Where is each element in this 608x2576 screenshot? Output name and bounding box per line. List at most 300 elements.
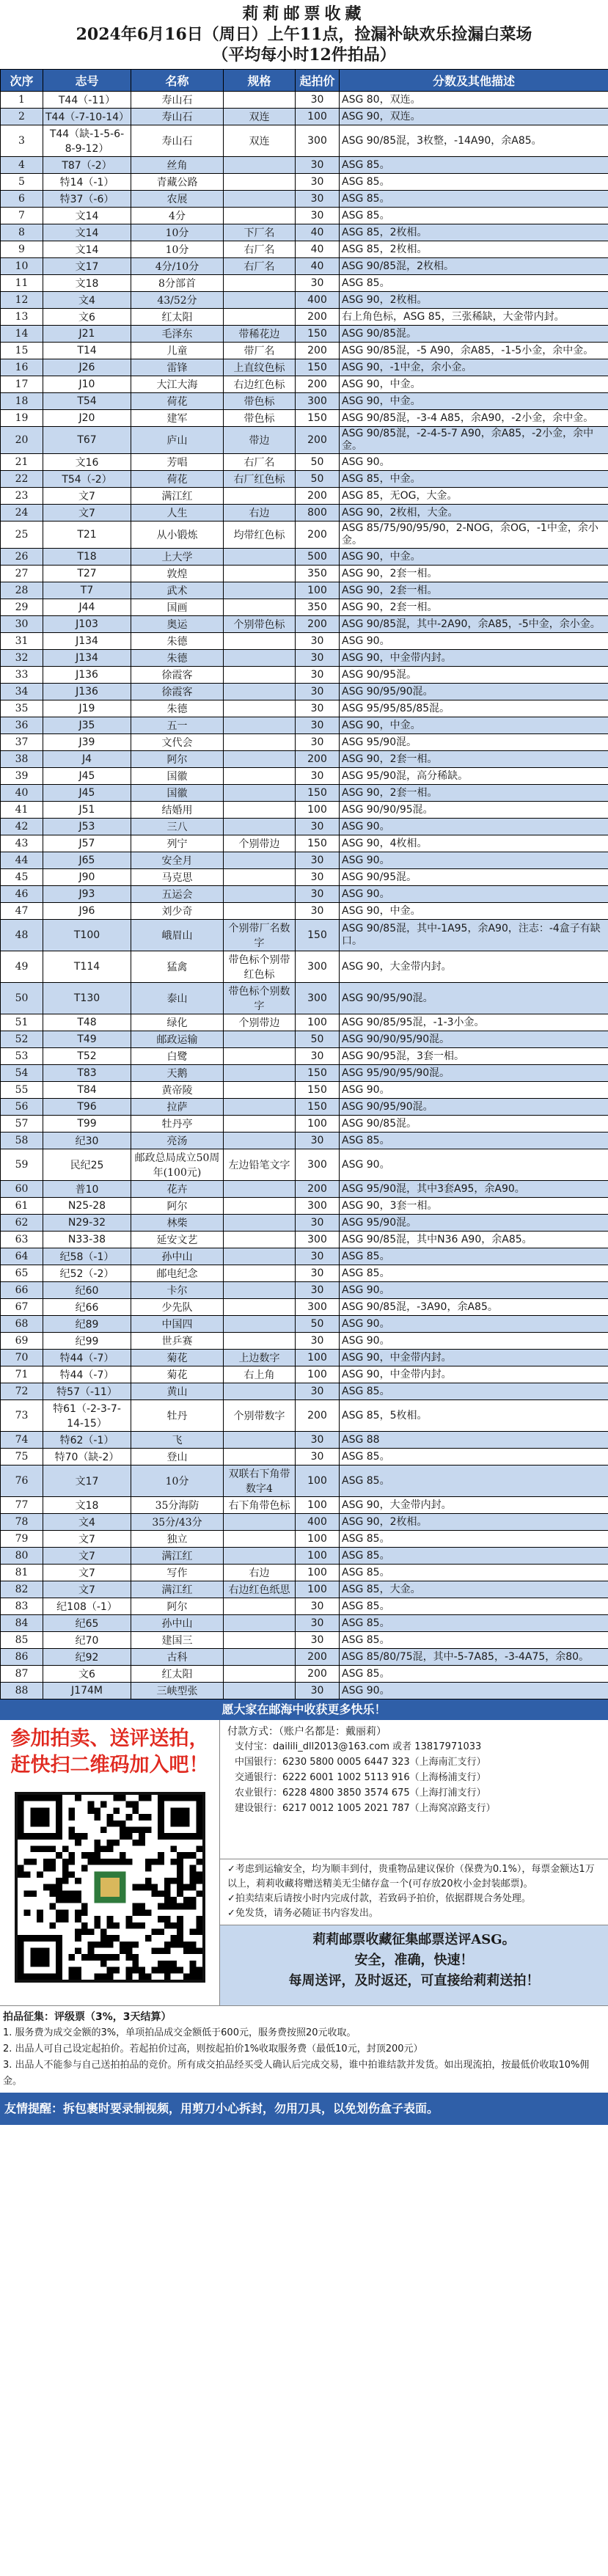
cell-price: 100	[296, 1581, 340, 1598]
cell-code: 特62（-1）	[43, 1432, 131, 1449]
cell-desc: ASG 90，中金。	[340, 549, 608, 566]
cell-code: J65	[43, 852, 131, 869]
cell-price: 30	[296, 903, 340, 920]
cell-price: 30	[296, 157, 340, 174]
cell-desc: ASG 90，中金带内封。	[340, 1350, 608, 1366]
cell-code: 特44（-7）	[43, 1366, 131, 1383]
cell-name: 邮政运输	[131, 1031, 224, 1048]
cell-desc: ASG 90，中金带内封。	[340, 1366, 608, 1383]
cell-price: 30	[296, 1215, 340, 1232]
cell-price: 30	[296, 717, 340, 734]
cell-desc: ASG 85/80/75混，其中-5-7A85，-3-4A75，余80。	[340, 1649, 608, 1666]
cell-name: 武术	[131, 582, 224, 599]
cell-no: 57	[1, 1116, 43, 1133]
cell-desc: ASG 90。	[340, 852, 608, 869]
cell-desc: ASG 85，无OG，大金。	[340, 488, 608, 505]
cell-no: 46	[1, 886, 43, 903]
cell-code: J21	[43, 326, 131, 343]
cell-spec	[224, 566, 296, 582]
cell-spec	[224, 488, 296, 505]
cell-no: 55	[1, 1082, 43, 1099]
cell-spec	[224, 1449, 296, 1466]
cell-desc: ASG 90/95混，3套一相。	[340, 1048, 608, 1065]
table-row	[1, 684, 608, 700]
cell-price: 40	[296, 241, 340, 258]
cell-no: 10	[1, 258, 43, 275]
table-row	[1, 768, 608, 785]
cell-desc: ASG 90/85混，-3-4 A85，余A90，-2小金，余中金。	[340, 410, 608, 427]
col-header-desc: 分数及其他描述	[340, 70, 608, 92]
cell-code: J57	[43, 835, 131, 852]
cell-price: 30	[296, 819, 340, 835]
cell-no: 33	[1, 667, 43, 684]
cell-no: 39	[1, 768, 43, 785]
cell-no: 87	[1, 1666, 43, 1683]
cell-price: 500	[296, 549, 340, 566]
cell-spec	[224, 1383, 296, 1400]
cell-code: J20	[43, 410, 131, 427]
cell-code: 文17	[43, 258, 131, 275]
cell-name: 雷锋	[131, 359, 224, 376]
cell-no: 44	[1, 852, 43, 869]
cell-name: 徐霞客	[131, 684, 224, 700]
table-row	[1, 92, 608, 109]
table-row	[1, 1350, 608, 1366]
cell-spec	[224, 1649, 296, 1666]
cell-price: 200	[296, 376, 340, 393]
table-row	[1, 505, 608, 522]
cell-code: J90	[43, 869, 131, 886]
cell-name: 菊花	[131, 1366, 224, 1383]
table-row	[1, 275, 608, 292]
cell-spec	[224, 1615, 296, 1632]
cell-desc: ASG 90/85混，-3A90，余A85。	[340, 1299, 608, 1316]
cell-spec	[224, 869, 296, 886]
cell-price: 30	[296, 1282, 340, 1299]
cell-spec	[224, 1198, 296, 1215]
cell-code: T48	[43, 1014, 131, 1031]
cell-spec: 带稀花边	[224, 326, 296, 343]
cell-desc: ASG 90/95混。	[340, 869, 608, 886]
table-row	[1, 1299, 608, 1316]
cell-desc: ASG 90/95/90混。	[340, 684, 608, 700]
cell-spec: 右上角	[224, 1366, 296, 1383]
cell-name: 马克思	[131, 869, 224, 886]
cell-no: 27	[1, 566, 43, 582]
cell-code: N29-32	[43, 1215, 131, 1232]
cell-name: 丝角	[131, 157, 224, 174]
cell-code: J96	[43, 903, 131, 920]
cell-name: 结婚用	[131, 802, 224, 819]
table-row	[1, 903, 608, 920]
cell-no: 83	[1, 1598, 43, 1615]
cell-desc: ASG 90，中金。	[340, 393, 608, 410]
cell-no: 67	[1, 1299, 43, 1316]
cell-price: 30	[296, 886, 340, 903]
cell-price: 40	[296, 258, 340, 275]
cell-spec	[224, 1181, 296, 1198]
promo-line-2: 赶快扫二维码加入吧！	[10, 1754, 209, 1777]
cell-name: 登山	[131, 1449, 224, 1466]
cell-price: 30	[296, 1449, 340, 1466]
cell-price: 100	[296, 1014, 340, 1031]
table-row	[1, 1366, 608, 1383]
cell-code: 纪66	[43, 1299, 131, 1316]
cell-price: 30	[296, 1632, 340, 1649]
cell-price: 100	[296, 109, 340, 125]
cell-price: 300	[296, 393, 340, 410]
cell-price: 200	[296, 616, 340, 633]
cell-no: 21	[1, 454, 43, 471]
cell-price: 30	[296, 1048, 340, 1065]
cell-code: J174M	[43, 1683, 131, 1699]
cell-name: 朱德	[131, 633, 224, 650]
cell-code: T67	[43, 427, 131, 454]
cell-desc: ASG 90/85混。	[340, 1116, 608, 1133]
cell-code: 文4	[43, 1514, 131, 1531]
cell-no: 72	[1, 1383, 43, 1400]
cell-spec	[224, 1548, 296, 1565]
cell-no: 75	[1, 1449, 43, 1466]
cell-code: T44（-7-10-14）	[43, 109, 131, 125]
cell-name: 写作	[131, 1565, 224, 1581]
rules-title: 拍品征集：评级票（3%，3天结算）	[3, 2011, 172, 2023]
promo-line-1: 参加拍卖、送评送拍，	[10, 1727, 209, 1750]
cell-code: 纪30	[43, 1133, 131, 1149]
table-row	[1, 258, 608, 275]
cell-desc: ASG 90，中金带内封。	[340, 650, 608, 667]
cell-name: 徐霞客	[131, 667, 224, 684]
cell-price: 100	[296, 1466, 340, 1497]
cell-no: 20	[1, 427, 43, 454]
cell-desc: ASG 85/75/90/95/90，2-NOG，余OG，-1中金，余小金。	[340, 522, 608, 549]
cell-no: 37	[1, 734, 43, 751]
cell-code: J134	[43, 633, 131, 650]
cell-desc: ASG 85。	[340, 1666, 608, 1683]
cell-spec	[224, 650, 296, 667]
cell-desc: ASG 85。	[340, 1632, 608, 1649]
cell-code: 文14	[43, 241, 131, 258]
cell-spec: 双连	[224, 125, 296, 157]
cell-desc: ASG 85。	[340, 1133, 608, 1149]
cell-no: 9	[1, 241, 43, 258]
cell-no: 22	[1, 471, 43, 488]
cell-no: 1	[1, 92, 43, 109]
cell-code: J10	[43, 376, 131, 393]
cell-no: 3	[1, 125, 43, 157]
promo-section	[0, 1720, 608, 2006]
table-row	[1, 1383, 608, 1400]
cell-no: 68	[1, 1316, 43, 1333]
cell-price: 30	[296, 667, 340, 684]
cell-name: 世乒赛	[131, 1333, 224, 1350]
cell-desc: ASG 85。	[340, 208, 608, 224]
cell-desc: ASG 85。	[340, 174, 608, 191]
cell-code: T83	[43, 1065, 131, 1082]
table-row	[1, 1031, 608, 1048]
cell-code: 纪99	[43, 1333, 131, 1350]
cell-spec: 左边铅笔文字	[224, 1149, 296, 1181]
cell-code: T7	[43, 582, 131, 599]
table-row	[1, 1232, 608, 1248]
cell-no: 53	[1, 1048, 43, 1065]
cell-spec	[224, 309, 296, 326]
cell-no: 61	[1, 1198, 43, 1215]
cell-price: 30	[296, 650, 340, 667]
cell-name: 10分	[131, 241, 224, 258]
cell-desc: ASG 85。	[340, 1466, 608, 1497]
cell-name: 寿山石	[131, 92, 224, 109]
cell-price: 300	[296, 1198, 340, 1215]
cell-name: 8分部首	[131, 275, 224, 292]
cell-name: 敦煌	[131, 566, 224, 582]
table-row	[1, 522, 608, 549]
lots-table	[0, 69, 608, 1699]
cell-code: 文17	[43, 1466, 131, 1497]
col-header-price: 起拍价	[296, 70, 340, 92]
cell-price: 300	[296, 1232, 340, 1248]
table-row	[1, 1082, 608, 1099]
cell-code: 纪52（-2）	[43, 1265, 131, 1282]
cell-no: 16	[1, 359, 43, 376]
cell-price: 30	[296, 1265, 340, 1282]
cell-price: 150	[296, 1099, 340, 1116]
table-row	[1, 1181, 608, 1198]
cell-desc: ASG 90/85混，-5 A90，余A85，-1-5小金，余中金。	[340, 343, 608, 359]
cell-name: 国画	[131, 599, 224, 616]
cell-name: 黄帝陵	[131, 1082, 224, 1099]
cell-desc: ASG 85。	[340, 1615, 608, 1632]
cell-code: 特57（-11）	[43, 1383, 131, 1400]
cell-code: 文7	[43, 1565, 131, 1581]
cell-price: 150	[296, 326, 340, 343]
table-row	[1, 1497, 608, 1514]
table-row	[1, 802, 608, 819]
table-row	[1, 1116, 608, 1133]
cell-no: 12	[1, 292, 43, 309]
cell-spec	[224, 1031, 296, 1048]
cell-name: 三峡型张	[131, 1683, 224, 1699]
cell-code: N33-38	[43, 1232, 131, 1248]
cell-code: 文7	[43, 1531, 131, 1548]
table-row	[1, 582, 608, 599]
cell-no: 78	[1, 1514, 43, 1531]
table-row	[1, 751, 608, 768]
cell-no: 13	[1, 309, 43, 326]
cell-spec: 右边红色纸思	[224, 1581, 296, 1598]
payment-info	[220, 1720, 608, 1859]
cell-spec: 带色标个别数字	[224, 983, 296, 1014]
cell-price: 150	[296, 920, 340, 951]
cell-price: 50	[296, 1031, 340, 1048]
cell-spec	[224, 1666, 296, 1683]
cell-spec	[224, 785, 296, 802]
table-row	[1, 599, 608, 616]
cell-no: 47	[1, 903, 43, 920]
cell-spec	[224, 275, 296, 292]
cell-desc: ASG 90，大金带内封。	[340, 1497, 608, 1514]
cell-spec: 右边	[224, 505, 296, 522]
cell-name: 奥运	[131, 616, 224, 633]
cell-name: 10分	[131, 1466, 224, 1497]
cell-no: 50	[1, 983, 43, 1014]
cell-spec	[224, 802, 296, 819]
table-row	[1, 734, 608, 751]
cell-name: 黄山	[131, 1383, 224, 1400]
cell-desc: ASG 90/85混。	[340, 326, 608, 343]
cell-name: 文代会	[131, 734, 224, 751]
cell-spec	[224, 208, 296, 224]
table-row	[1, 1282, 608, 1299]
cell-desc: ASG 95/95/85/85混。	[340, 700, 608, 717]
cell-no: 79	[1, 1531, 43, 1548]
table-row	[1, 125, 608, 157]
cell-desc: ASG 90，中金。	[340, 376, 608, 393]
table-row	[1, 309, 608, 326]
cell-spec	[224, 1116, 296, 1133]
table-row	[1, 1432, 608, 1449]
cell-desc: ASG 95/90混，其中3套A95，余A90。	[340, 1181, 608, 1198]
cell-no: 51	[1, 1014, 43, 1031]
cell-no: 64	[1, 1248, 43, 1265]
cell-name: 泰山	[131, 983, 224, 1014]
cell-name: 35分/43分	[131, 1514, 224, 1531]
cell-spec	[224, 684, 296, 700]
cell-price: 100	[296, 1366, 340, 1383]
cell-price: 30	[296, 869, 340, 886]
cell-price: 30	[296, 700, 340, 717]
note-line: ✓考虑到运输安全，均为顺丰到付，贵重物品建议保价（保费为0.1%），每票金额达1万以上，莉莉收藏将赠送精美无尘储存盒一个(可存放20枚小金封装邮票)。	[227, 1864, 595, 1889]
cell-name: 荷花	[131, 471, 224, 488]
table-row	[1, 785, 608, 802]
col-header-no: 次序	[1, 70, 43, 92]
page-header	[0, 0, 608, 69]
qr-code[interactable]	[15, 1792, 205, 1983]
cell-code: T99	[43, 1116, 131, 1133]
cell-code: 特61（-2-3-7-14-15）	[43, 1400, 131, 1432]
cell-desc: ASG 90。	[340, 454, 608, 471]
cell-name: 儿童	[131, 343, 224, 359]
cell-code: J45	[43, 785, 131, 802]
cell-spec	[224, 157, 296, 174]
shipping-notes	[220, 1859, 608, 1925]
cell-price: 30	[296, 1248, 340, 1265]
cell-desc: ASG 90，-1中金，余小金。	[340, 359, 608, 376]
cell-name: 青藏公路	[131, 174, 224, 191]
cell-code: N25-28	[43, 1198, 131, 1215]
rule-line: 2. 出品人可自己设定起拍价。若起拍价过高，则按起拍价1%收取服务费（最低10元，封顶200元）	[3, 2043, 423, 2054]
table-row	[1, 667, 608, 684]
cell-spec	[224, 292, 296, 309]
payment-line: 中国银行：6230 5800 0005 6447 323（上海南汇支行）	[235, 1757, 486, 1768]
payment-line: 农业银行：6228 4800 3850 3574 675（上海打浦支行）	[235, 1788, 486, 1799]
cell-code: J45	[43, 768, 131, 785]
cell-desc: ASG 90。	[340, 633, 608, 650]
cell-price: 30	[296, 1133, 340, 1149]
cell-spec	[224, 1215, 296, 1232]
cell-code: 文14	[43, 208, 131, 224]
cell-no: 82	[1, 1581, 43, 1598]
cell-desc: ASG 85。	[340, 1598, 608, 1615]
cell-desc: ASG 90/95/90混。	[340, 1099, 608, 1116]
cell-name: 刘少奇	[131, 903, 224, 920]
cell-spec	[224, 852, 296, 869]
cell-desc: ASG 90，2套一相。	[340, 566, 608, 582]
cell-name: 林柴	[131, 1215, 224, 1232]
cell-price: 100	[296, 1565, 340, 1581]
cell-code: T130	[43, 983, 131, 1014]
table-row	[1, 393, 608, 410]
cell-no: 32	[1, 650, 43, 667]
cell-desc: ASG 90。	[340, 1333, 608, 1350]
cell-code: 纪65	[43, 1615, 131, 1632]
cell-name: 人生	[131, 505, 224, 522]
cell-code: 特37（-6）	[43, 191, 131, 208]
cell-name: 国徽	[131, 768, 224, 785]
cell-name: 10分	[131, 224, 224, 241]
slogan-line-3: 每周送评，及时返还，可直接给莉莉送拍！	[288, 1973, 540, 1988]
table-row	[1, 835, 608, 852]
cell-code: 纪58（-1）	[43, 1248, 131, 1265]
cell-no: 14	[1, 326, 43, 343]
table-row	[1, 1514, 608, 1531]
cell-price: 30	[296, 1333, 340, 1350]
cell-price: 30	[296, 852, 340, 869]
cell-name: 35分海防	[131, 1497, 224, 1514]
cell-price: 30	[296, 684, 340, 700]
cell-desc: ASG 85。	[340, 1248, 608, 1265]
cell-price: 50	[296, 1316, 340, 1333]
cell-name: 猛禽	[131, 951, 224, 983]
table-row	[1, 1683, 608, 1699]
cell-name: 孙中山	[131, 1615, 224, 1632]
cell-price: 300	[296, 951, 340, 983]
cell-no: 5	[1, 174, 43, 191]
col-header-spec: 规格	[224, 70, 296, 92]
cell-no: 24	[1, 505, 43, 522]
cell-spec	[224, 1683, 296, 1699]
cell-name: 中国四	[131, 1316, 224, 1333]
cell-price: 300	[296, 1149, 340, 1181]
cell-desc: ASG 90。	[340, 1316, 608, 1333]
cell-spec	[224, 1133, 296, 1149]
cell-spec: 带色标个别带红色标	[224, 951, 296, 983]
cell-desc: ASG 85。	[340, 1565, 608, 1581]
cell-price: 400	[296, 292, 340, 309]
cell-code: 民纪25	[43, 1149, 131, 1181]
cell-code: 文18	[43, 275, 131, 292]
cell-code: T49	[43, 1031, 131, 1048]
table-row	[1, 1531, 608, 1548]
cell-price: 200	[296, 1181, 340, 1198]
cell-price: 100	[296, 1116, 340, 1133]
cell-name: 阿尔	[131, 751, 224, 768]
table-row	[1, 717, 608, 734]
cell-price: 200	[296, 309, 340, 326]
cell-no: 65	[1, 1265, 43, 1282]
cell-price: 50	[296, 471, 340, 488]
cell-desc: ASG 90，中金。	[340, 903, 608, 920]
cell-desc: ASG 90，2枚相，大金。	[340, 505, 608, 522]
table-row	[1, 109, 608, 125]
cell-price: 200	[296, 427, 340, 454]
cell-name: 寿山石	[131, 109, 224, 125]
cell-code: T27	[43, 566, 131, 582]
cell-code: 普10	[43, 1181, 131, 1198]
table-row	[1, 852, 608, 869]
table-row	[1, 1099, 608, 1116]
table-row	[1, 454, 608, 471]
